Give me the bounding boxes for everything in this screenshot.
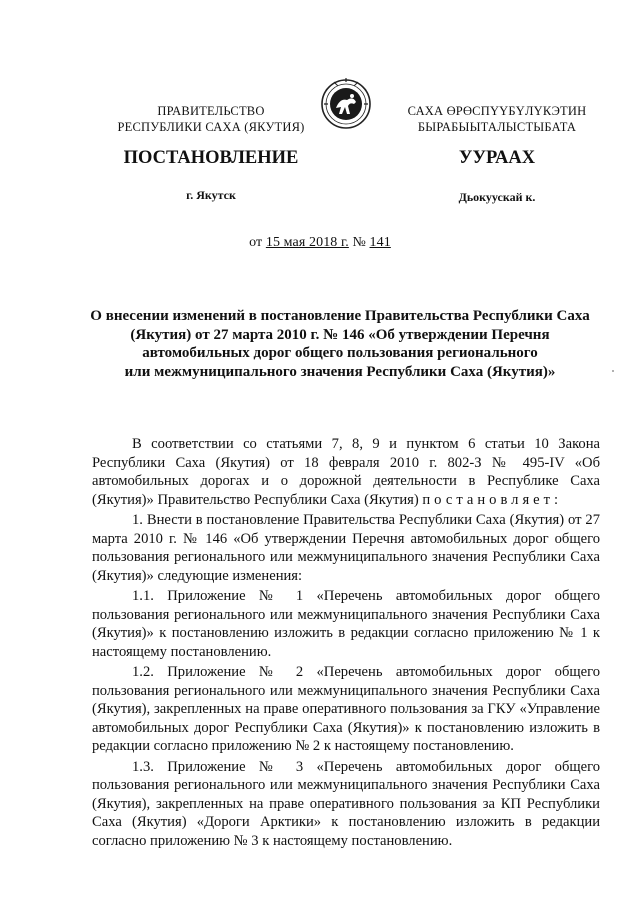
- city-ru: г. Якутск: [186, 188, 236, 202]
- scan-speck: [612, 370, 614, 372]
- issuer-sakha: [372, 103, 622, 135]
- document-title: [80, 307, 600, 381]
- issuer-ru-line2: РЕСПУБЛИКИ САХА (ЯКУТИЯ): [117, 120, 305, 134]
- item-1-2: 1.2. Приложение № 2 «Перечень автомобильных дорог общего пользования регионального или межмуниципального значения Республики Саха (Якутия), закрепленных на праве оперативного пользования за ГКУ «Управление автомобильных дорог Республики Саха (Якутия)» к постановлению изложить в редакции согласно приложению № 2 к настоящему постановлению.: [92, 664, 600, 754]
- title-line4: или межмуниципального значения Республики Саха (Якутия)»: [124, 363, 556, 380]
- issuer-sakha-line2: БЫРАБЫЫТАЛЫСТЫБАТА: [417, 120, 577, 134]
- issuer-ru: [92, 103, 330, 135]
- doc-type-sakha: УУРААХ: [458, 148, 536, 168]
- title-line2: (Якутия) от 27 марта 2010 г. № 146 «Об утверждении Перечня: [130, 326, 550, 343]
- city-sakha: Дьокуускай к.: [458, 190, 536, 204]
- preamble-paragraph: [92, 435, 600, 509]
- issuer-ru-line1: ПРАВИТЕЛЬСТВО: [157, 104, 265, 118]
- document-date: 15 мая 2018 г.: [265, 235, 349, 250]
- item-1-1: 1.1. Приложение № 1 «Перечень автомобильных дорог общего пользования регионального или межмуниципального значения Республики Саха (Якутия)» к постановлению изложить в редакции согласно приложению № 1 к настоящему постановлению.: [92, 588, 600, 660]
- item-1-3: 1.3. Приложение № 3 «Перечень автомобильных дорог общего пользования регионального или межмуниципального значения Республики Саха (Якутия), закрепленных на праве оперативного пользования за КП Республики Саха (Якутия) «Дороги Арктики» к постановлению изложить в редакции согласно приложению № 3 к настоящему постановлению.: [92, 758, 600, 849]
- document-number: 141: [369, 235, 391, 250]
- title-line3: автомобильных дорог общего пользования регионального: [142, 345, 538, 361]
- title-line1: О внесении изменений в постановление Правительства Республики Саха: [90, 308, 590, 324]
- issuer-sakha-line1: САХА ӨРӨСПҮҮБҮЛҮКЭТИН: [407, 104, 587, 118]
- date-line: [0, 235, 640, 251]
- document-body: [92, 435, 600, 852]
- doc-type-ru: ПОСТАНОВЛЕНИЕ: [123, 148, 299, 168]
- preamble-verb: постановляет:: [422, 491, 563, 508]
- preamble-text: В соответствии со статьями 7, 8, 9 и пунктом 6 статьи 10 Закона Республики Саха (Якутия) от 18 февраля 2010 г. 802-З № 495-IV «Об автомобильных дорогах и о дорожной деятельности в Республике Саха (Якутия)» Правительство Республики Саха (Якутия): [92, 436, 600, 508]
- item-1: 1. Внести в постановление Правительства Республики Саха (Якутия) от 27 марта 2010 г. № 146 «Об утверждении Перечня автомобильных дорог общего пользования регионального или межмуниципального значения Республики Саха (Якутия)» следующие изменения:: [92, 512, 600, 584]
- date-prefix: от: [249, 235, 266, 250]
- number-prefix: №: [348, 235, 370, 250]
- emblem-icon: [320, 76, 372, 132]
